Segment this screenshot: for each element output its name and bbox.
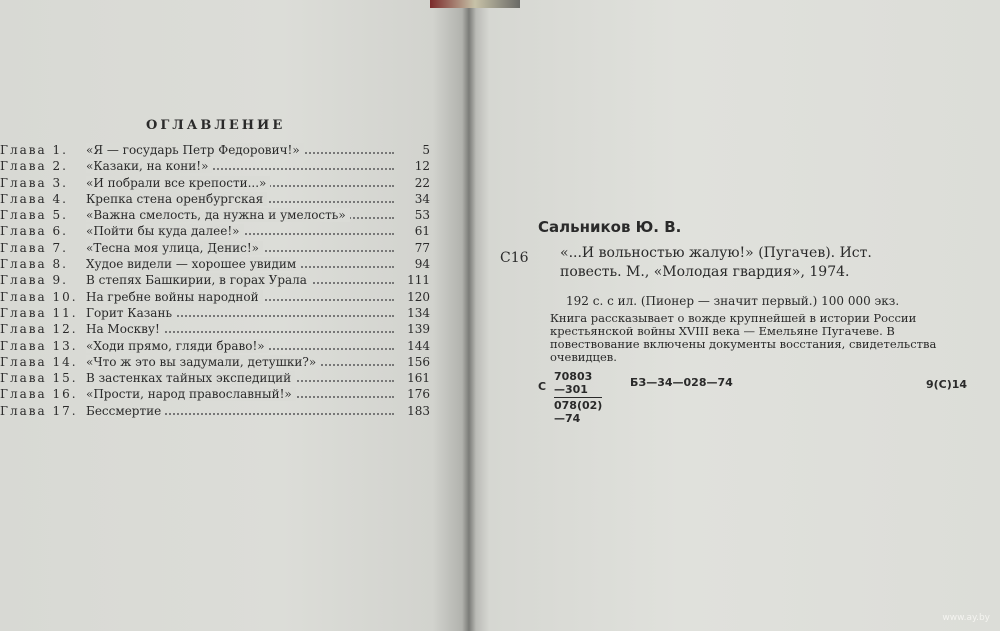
toc-chapter-label: Глава 5. xyxy=(0,208,68,223)
toc-page-number: 176 xyxy=(407,387,430,402)
toc-chapter-label: Глава 11. xyxy=(0,305,78,320)
catalog-code: С16 xyxy=(500,250,529,266)
toc-chapter-title: На Москву! xyxy=(86,322,164,336)
bbk-letter: С xyxy=(538,380,547,393)
toc-row xyxy=(0,321,430,337)
toc-page-number: 183 xyxy=(407,403,430,418)
watermark: www.ay.by xyxy=(942,613,990,623)
toc-row xyxy=(0,305,430,321)
toc-chapter-title: «И побрали все крепости...» xyxy=(86,176,270,190)
toc-row xyxy=(0,338,430,354)
toc-row xyxy=(0,289,430,305)
toc-chapter-title: На гребне войны народной xyxy=(86,290,263,304)
catalog-pages-line: 192 с. с ил. (Пионер — значит первый.) 100 000 экз. xyxy=(566,294,900,308)
toc-chapter-title: «Ходи прямо, гляди браво!» xyxy=(86,339,269,353)
bbk-index: 9(С)14 xyxy=(926,378,968,391)
toc-chapter-label: Глава 16. xyxy=(0,387,78,402)
toc-row xyxy=(0,403,430,419)
toc-chapter-title: Худое видели — хорошее увидим xyxy=(86,257,300,271)
toc-page-number: 139 xyxy=(407,322,430,337)
toc-row xyxy=(0,354,430,370)
toc-chapter-label: Глава 15. xyxy=(0,371,78,386)
toc-chapter-title: Крепка стена оренбургская xyxy=(86,192,267,206)
toc-chapter-label: Глава 2. xyxy=(0,159,68,174)
bbk-denominator: 078(02)—74 xyxy=(554,399,603,425)
toc-chapter-title: В застенках тайных экспедиций xyxy=(86,371,295,385)
toc-chapter-title: В степях Башкирии, в горах Урала xyxy=(86,273,311,287)
toc-chapter-label: Глава 8. xyxy=(0,257,68,272)
toc-row xyxy=(0,272,430,288)
book-gutter xyxy=(462,0,476,631)
toc-page-number: 5 xyxy=(422,143,430,157)
toc-row xyxy=(0,175,430,191)
toc-chapter-label: Глава 13. xyxy=(0,338,78,353)
toc-chapter-label: Глава 7. xyxy=(0,240,68,255)
toc-page-number: 156 xyxy=(407,354,430,369)
toc-chapter-label: Глава 10. xyxy=(0,289,78,304)
toc-row xyxy=(0,191,430,207)
toc-page-number: 77 xyxy=(414,240,430,255)
toc-page-number: 22 xyxy=(414,175,430,190)
toc-chapter-label: Глава 6. xyxy=(0,224,68,239)
toc-chapter-title: Горит Казань xyxy=(86,306,176,320)
toc-page-number: 12 xyxy=(414,159,430,174)
toc-page-number: 134 xyxy=(407,305,430,320)
toc-chapter-label: Глава 9. xyxy=(0,273,68,288)
toc-chapter-label: Глава 4. xyxy=(0,191,68,206)
toc-row xyxy=(0,256,430,272)
toc-chapter-title: «Что ж это вы задумали, детушки?» xyxy=(86,355,320,369)
toc-chapter-title: «Казаки, на кони!» xyxy=(86,159,212,173)
toc-list xyxy=(0,142,430,419)
toc-chapter-label: Глава 14. xyxy=(0,354,78,369)
toc-chapter-title: «Я — государь Петр Федорович!» xyxy=(86,143,304,157)
toc-row xyxy=(0,386,430,402)
toc-chapter-title: «Прости, народ православный!» xyxy=(86,387,296,401)
left-page xyxy=(0,0,470,631)
toc-row xyxy=(0,223,430,239)
toc-chapter-label: Глава 12. xyxy=(0,322,78,337)
toc-chapter-title: «Пойти бы куда далее!» xyxy=(86,224,244,238)
toc-row xyxy=(0,142,430,158)
bbk-numerator: 70803—301 xyxy=(554,370,602,398)
toc-row xyxy=(0,370,430,386)
toc-row xyxy=(0,207,430,223)
toc-page-number: 94 xyxy=(414,257,430,272)
toc-chapter-label: Глава 1. xyxy=(0,143,68,157)
toc-title: ОГЛАВЛЕНИЕ xyxy=(146,118,286,133)
cover-edge xyxy=(430,0,520,8)
bbk-fraction xyxy=(554,370,602,425)
toc-page-number: 53 xyxy=(414,208,430,223)
catalog-author: Сальников Ю. В. xyxy=(538,218,682,236)
catalog-description: «...И вольностью жалую!» (Пугачев). Ист. повесть. М., «Молодая гвардия», 1974. xyxy=(560,245,872,280)
toc-row xyxy=(0,240,430,256)
toc-chapter-title: «Тесна моя улица, Денис!» xyxy=(86,241,263,255)
toc-page-number: 61 xyxy=(414,224,430,239)
toc-chapter-label: Глава 17. xyxy=(0,403,78,418)
toc-page-number: 144 xyxy=(407,338,430,353)
toc-row xyxy=(0,158,430,174)
toc-page-number: 34 xyxy=(414,191,430,206)
toc-chapter-title: Бессмертие xyxy=(86,404,165,418)
bbk-code: БЗ—34—028—74 xyxy=(630,376,733,389)
toc-page-number: 111 xyxy=(407,273,430,288)
toc-page-number: 161 xyxy=(407,371,430,386)
catalog-annotation: Книга рассказывает о вожде крупнейшей в истории России крестьянской войны XVIII века — Емельяне Пугачеве. В повествование включены документы восстания, свидетельства очевидцев. xyxy=(550,311,937,364)
toc-chapter-label: Глава 3. xyxy=(0,175,68,190)
toc-page-number: 120 xyxy=(407,289,430,304)
toc-chapter-title: «Важна смелость, да нужна и умелость» xyxy=(86,208,350,222)
